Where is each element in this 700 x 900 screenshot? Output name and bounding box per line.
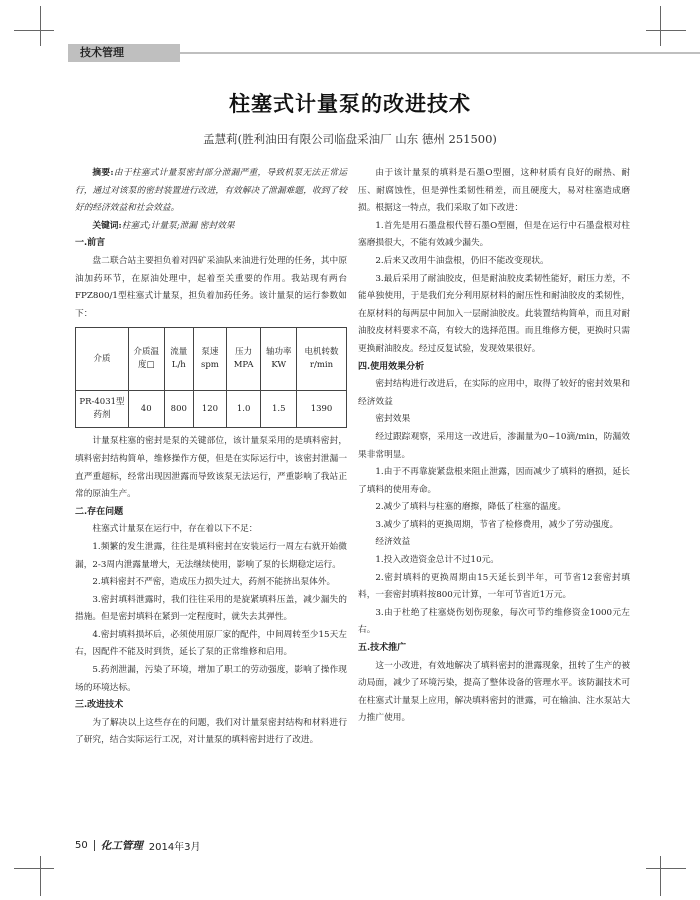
paragraph: 柱塞式计量泵在运行中，存在着以下不足： bbox=[92, 524, 258, 535]
list-item: 2.后来又改用牛油盘根，仍旧不能改变现状。 bbox=[375, 255, 549, 266]
list-item: 3.由于杜绝了柱塞烧伤划伤现象，每次可节约维修资金1000元左右。 bbox=[358, 607, 630, 636]
abstract bbox=[75, 165, 347, 218]
list-item: 3.减少了填料的更换周期，节省了检修费用，减少了劳动强度。 bbox=[375, 519, 619, 530]
paragraph: 密封结构进行改进后，在实际的应用中，取得了较好的密封效果和经济效益 bbox=[358, 379, 630, 407]
keywords-label: 关键词: bbox=[92, 220, 122, 231]
paragraph: 为了解决以上这些存在的问题，我们对计量泵密封结构和材料进行了研究，结合实际运行工况，对计量泵的填料密封进行了改进。 bbox=[75, 717, 347, 746]
right-column bbox=[358, 165, 630, 728]
table-header-row bbox=[76, 328, 347, 391]
header-band bbox=[0, 44, 700, 62]
table-cell: 40 bbox=[128, 391, 164, 428]
table-cell: 1.0 bbox=[226, 391, 261, 428]
keywords bbox=[75, 218, 347, 236]
crop-mark bbox=[14, 868, 54, 869]
paragraph: 盘二联合站主要担负着对四矿采油队来油进行处理的任务，其中原油加药环节，在原油处理中，起着至关重要的作用。我站现有两台FPZ800/1型柱塞式计量泵，担负着加药任务。该计量泵的运行参数如下： bbox=[75, 255, 347, 319]
list-item: 1.由于不再靠旋紧盘根来阻止泄露，因而减少了填料的磨损，延长了填料的使用寿命。 bbox=[358, 467, 630, 495]
crop-mark bbox=[646, 868, 686, 869]
section-heading: 五.技术推广 bbox=[358, 643, 407, 654]
section-heading: 三.改进技术 bbox=[75, 700, 124, 711]
table-cell: 1.5 bbox=[261, 391, 297, 428]
section-heading: 一.前言 bbox=[75, 238, 106, 249]
table-header-cell: 电机转数r/min bbox=[297, 328, 347, 391]
list-item: 2.减少了填料与柱塞的磨擦，降低了柱塞的温度。 bbox=[375, 502, 567, 513]
author-line: 孟慧莉(胜利油田有限公司临盘采油厂 山东 德州 251500) bbox=[203, 132, 497, 146]
crop-mark bbox=[646, 30, 686, 31]
list-item: 1.投入改造资金总计不过10元。 bbox=[375, 555, 499, 566]
table-cell: PR-4031型药剂 bbox=[76, 391, 129, 428]
table-header-cell: 轴功率KW bbox=[261, 328, 297, 391]
header-rule bbox=[180, 52, 700, 54]
left-column bbox=[75, 165, 347, 750]
table-cell: 120 bbox=[194, 391, 227, 428]
list-item: 2.填料密封不严密，造成压力损失过大，药剂不能挤出泵体外。 bbox=[92, 577, 336, 588]
list-item: 2.密封填料的更换周期由15天延长到半年，可节省12套密封填料，一套密封填料按800元计算，一年可节省近1万元。 bbox=[358, 572, 630, 601]
page-footer bbox=[75, 838, 201, 853]
section-tag: 技术管理 bbox=[68, 44, 180, 62]
table-cell: 1390 bbox=[297, 391, 347, 428]
table-row bbox=[76, 391, 347, 428]
journal-name: 化工管理 bbox=[100, 840, 143, 852]
table-header-cell: 流量L/h bbox=[164, 328, 194, 391]
crop-mark bbox=[660, 856, 661, 896]
crop-mark bbox=[660, 6, 661, 46]
keywords-text: 柱塞式;计量泵;泄漏 密封效果 bbox=[121, 220, 235, 231]
parameter-table bbox=[75, 327, 347, 428]
page-number: 50 bbox=[75, 840, 88, 851]
subheading: 经济效益 bbox=[375, 537, 411, 548]
article-title: 柱塞式计量泵的改进技术 bbox=[229, 92, 471, 116]
paragraph: 计量泵柱塞的密封是泵的关键部位，该计量泵采用的是填料密封，填料密封结构简单，维修操作方便，但是在实际运行中，该密封泄漏一直严重超标，经常出现因泄露而导致该泵无法运行，严重影响了我站正常的原油生产。 bbox=[75, 436, 347, 500]
table-header-cell: 介质 bbox=[76, 328, 129, 391]
paragraph: 由于该计量泵的填料是石墨O型圈，这种材质有良好的耐热、耐压、耐腐蚀性，但是弹性柔韧性稍差，而且硬度大，易对柱塞造成磨损。根据这一特点，我们采取了如下改进： bbox=[358, 168, 630, 214]
list-item: 3.最后采用了耐油胶皮，但是耐油胶皮柔韧性能好，耐压力差，不能单独使用，于是我们充分利用原材料的耐压性和耐油胶皮的柔韧性，在原材料的每两层中间加入一层耐油胶皮。此装置结构简单，而且对耐油胶皮材料要求不高，有较大的选择范围。而且维修方便，更换时只需更换耐油胶皮。经过反复试验，发现效果很好。 bbox=[358, 273, 630, 354]
section-heading: 四.使用效果分析 bbox=[358, 361, 425, 372]
list-item: 1.首先是用石墨盘根代替石墨O型圈，但是在运行中石墨盘根对柱塞磨损很大，不能有效减少漏失。 bbox=[358, 220, 630, 249]
list-item: 3.密封填料泄露时，我们往往采用的是旋紧填料压盖，减少漏失的措施。但是密封填料在紧到一定程度时，就失去其弹性。 bbox=[75, 594, 347, 623]
list-item: 4.密封填料损坏后，必须使用原厂家的配件，中间周转至少15天左右，因配件不能及时到货，延长了泵的正常维修和启用。 bbox=[75, 629, 347, 658]
crop-mark bbox=[40, 856, 41, 896]
table-header-cell: 压力MPA bbox=[226, 328, 261, 391]
table-cell: 800 bbox=[164, 391, 194, 428]
list-item: 5.药剂泄漏，污染了环境，增加了职工的劳动强度，影响了操作现场的环境达标。 bbox=[75, 665, 347, 693]
paragraph: 这一小改进，有效地解决了填料密封的泄露现象，扭转了生产的被动局面，减少了环境污染，提高了整体设备的管理水平。该防漏技术可在柱塞式计量泵上应用，解决填料密封的泄露，可在输油、注水泵站大力推广使用。 bbox=[358, 660, 630, 724]
paragraph: 经过跟踪观察，采用这一改进后，渗漏量为0~10滴/min，防漏效果非常明显。 bbox=[358, 431, 630, 460]
table-header-cell: 泵速spm bbox=[194, 328, 227, 391]
abstract-label: 摘要: bbox=[92, 168, 114, 178]
abstract-text: 由于柱塞式计量泵密封部分泄漏严重，导致机泵无法正常运行，通过对该泵的密封装置进行改进，有效解决了泄漏难题，收到了较好的经济效益和社会效益。 bbox=[75, 168, 347, 214]
subheading: 密封效果 bbox=[375, 414, 411, 425]
crop-mark bbox=[14, 30, 54, 31]
footer-divider bbox=[94, 840, 95, 851]
list-item: 1.频繁的发生泄露，往往是填料密封在安装运行一周左右就开始微漏，2-3周内泄露量增大，无法继续使用，影响了泵的长期稳定运行。 bbox=[75, 541, 347, 570]
issue-date: 2014年3月 bbox=[148, 842, 201, 853]
table-header-cell: 介质温度□ bbox=[128, 328, 164, 391]
section-heading: 二.存在问题 bbox=[75, 506, 124, 517]
crop-mark bbox=[40, 6, 41, 46]
